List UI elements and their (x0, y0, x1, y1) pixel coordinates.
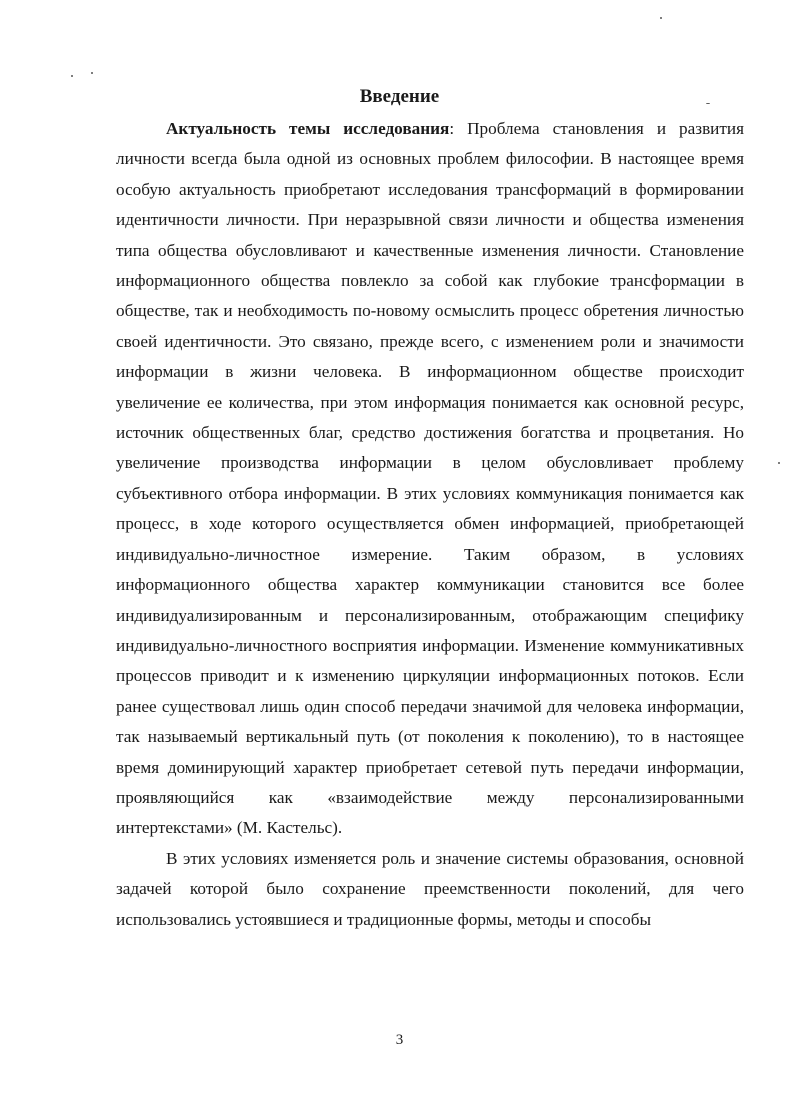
scan-speck (778, 462, 780, 464)
scan-speck (71, 75, 73, 77)
page-title: Введение (359, 85, 440, 107)
page-number: 3 (395, 1032, 404, 1048)
paragraph-relevance (116, 114, 744, 844)
paragraph-text: : Проблема становления и развития личности всегда была одной из основных проблем философии. В настоящее время особую актуальность приобретают исследования трансформаций в формировании идентичности личности. При неразрывной связи личности и общества изменения типа общества обусловливают и качественные изменения личности. Становление информационного общества повлекло за собой как глубокие трансформации в обществе, так и необходимость по-новому осмыслить процесс обретения личностью своей идентичности. Это связано, прежде всего, с изменением роли и значимости информации в жизни человека. В информационном обществе происходит увеличение ее количества, при этом информация понимается как основной ресурс, источник общественных благ, средство достижения богатства и процветания. Но увеличение производства информации в целом обусловливает проблему субъективного отбора информации. В этих условиях коммуникация понимается как процесс, в ходе которого осуществляется обмен информацией, приобретающей индивидуально-личностное измерение. Таким образом, в условиях информационного общества характер коммуникации становится все более индивидуализированным и персонализированным, отображающим специфику индивидуально-личностного восприятия информации. Изменение коммуникативных процессов приводит и к изменению циркуляции информационных потоков. Если ранее существовал лишь один способ передачи значимой для человека информации, так называемый вертикальный путь (от поколения к поколению), то в настоящее время доминирующий характер приобретает сетевой путь передачи информации, проявляющийся как «взаимодействие между персонализированными интертекстами» (М. Кастельс). (116, 119, 744, 838)
paragraph-education (116, 844, 744, 935)
paragraph-text: В этих условиях изменяется роль и значение системы образования, основной задачей которой было сохранение преемственности поколений, для чего использовались устоявшиеся и традиционные формы, методы и способы (116, 848, 744, 929)
scan-speck (660, 17, 662, 19)
document-body (116, 114, 744, 935)
paragraph-lead-heading: Актуальность темы исследования (166, 119, 450, 138)
scan-speck (91, 72, 93, 74)
